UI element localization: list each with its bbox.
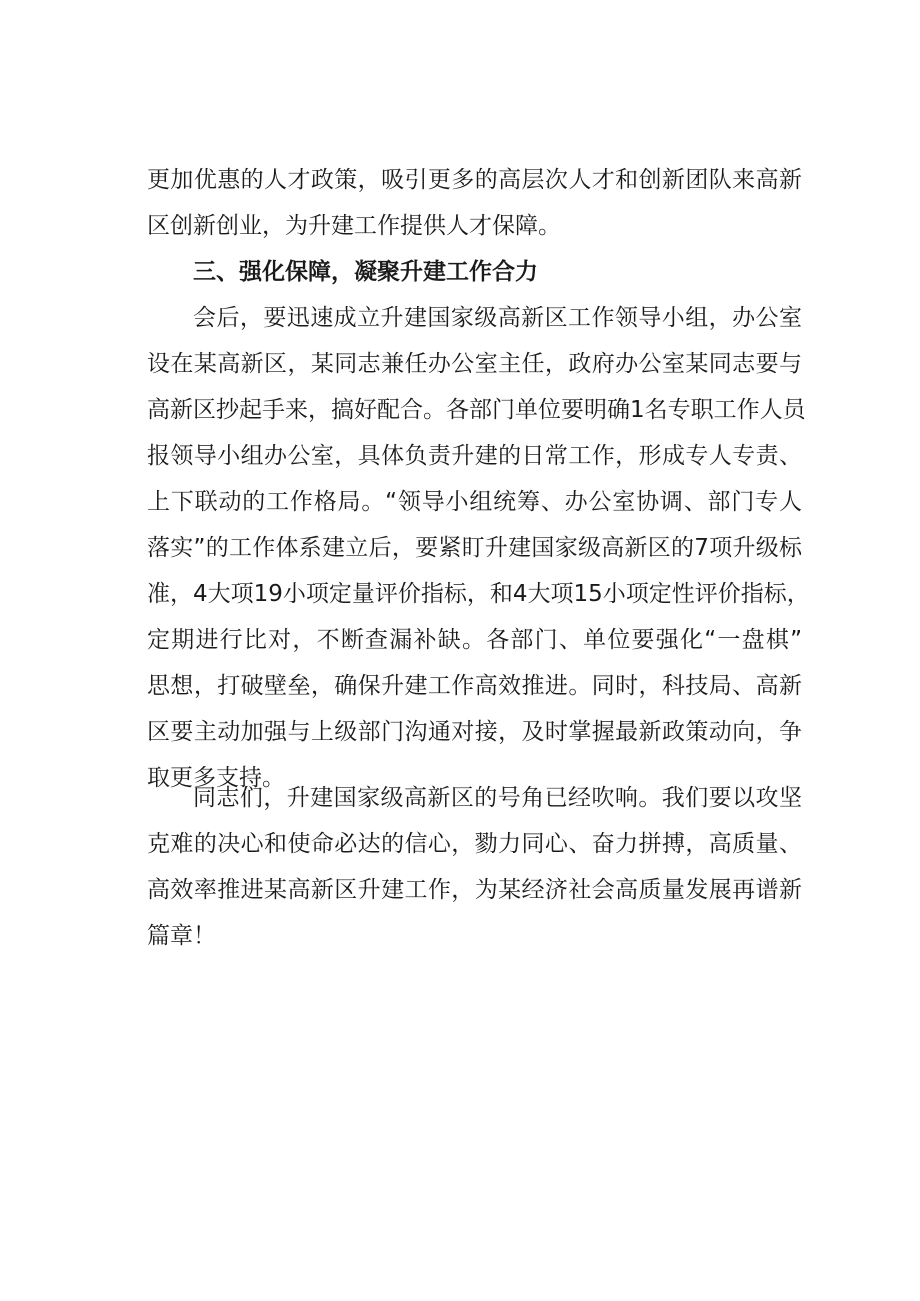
paragraph-line: 区要主动加强与上级部门沟通对接，及时掌握最新政策动向，争	[147, 719, 802, 745]
paragraph-leadership-group	[147, 295, 810, 801]
paragraph-line: 篇章！	[147, 923, 216, 949]
paragraph-line: 高新区抄起手来，搞好配合。各部门单位要明确1名专职工作人员	[147, 397, 806, 423]
paragraph-line: 准，4大项19小项定量评价指标，和4大项15小项定性评价指标，	[147, 581, 810, 607]
paragraph-line: 定期进行比对，不断查漏补缺。各部门、单位要强化“一盘棋”	[147, 627, 802, 653]
paragraph-line: 取更多支持。	[147, 765, 285, 791]
paragraph-line: 落实”的工作体系建立后，要紧盯升建国家级高新区的7项升级标	[147, 535, 802, 561]
paragraph-line: 更加优惠的人才政策，吸引更多的高层次人才和创新团队来高新	[147, 167, 802, 193]
paragraph-line: 设在某高新区，某同志兼任办公室主任，政府办公室某同志要与	[147, 351, 802, 377]
section-heading: 三、强化保障，凝聚升建工作合力	[193, 259, 538, 285]
paragraph-line: 同志们，升建国家级高新区的号角已经吹响。我们要以攻坚	[193, 785, 802, 811]
paragraph-line: 思想，打破壁垒，确保升建工作高效推进。同时，科技局、高新	[147, 673, 802, 699]
paragraph-line: 上下联动的工作格局。“领导小组统筹、办公室协调、部门专人	[147, 489, 802, 515]
paragraph-line: 会后，要迅速成立升建国家级高新区工作领导小组，办公室	[193, 305, 802, 331]
paragraph-line: 区创新创业，为升建工作提供人才保障。	[147, 213, 561, 239]
paragraph-closing	[147, 775, 802, 959]
section-heading-block	[147, 249, 802, 295]
paragraph-talent-policy	[147, 157, 802, 249]
paragraph-line: 报领导小组办公室，具体负责升建的日常工作，形成专人专责、	[147, 443, 802, 469]
paragraph-line: 高效率推进某高新区升建工作，为某经济社会高质量发展再谱新	[147, 877, 802, 903]
paragraph-line: 克难的决心和使命必达的信心，勠力同心、奋力拼搏，高质量、	[147, 831, 802, 857]
